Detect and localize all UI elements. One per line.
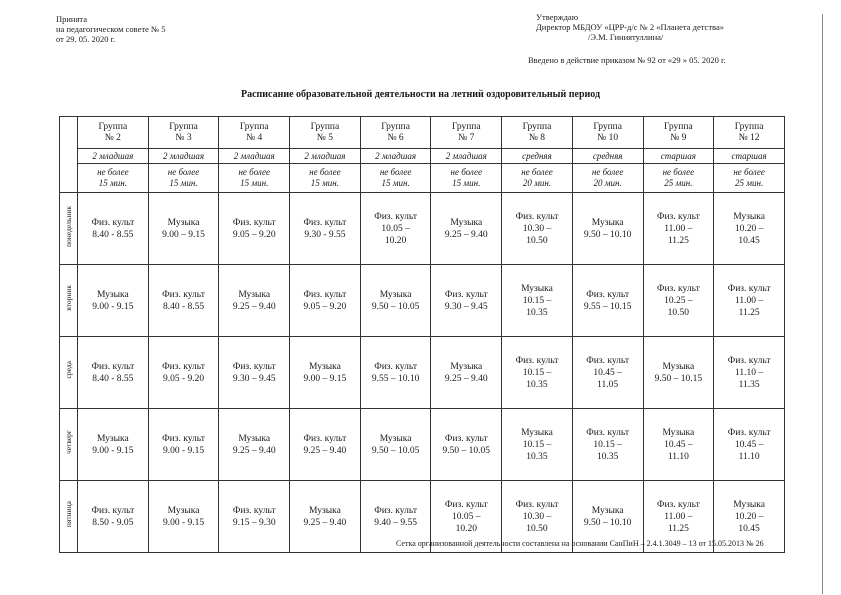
- activity-name: Физ. культ: [303, 289, 347, 300]
- activity-name: Физ. культ: [656, 283, 700, 294]
- activity-time: 10.45: [738, 523, 760, 534]
- activity-name: Физ. культ: [444, 499, 488, 510]
- duration-line: 15 мин.: [452, 178, 481, 188]
- schedule-cell: [290, 481, 361, 553]
- activity-name: Музыка: [379, 289, 412, 300]
- activity-time: 11.05: [597, 379, 619, 390]
- activity-time: 9.50 – 10.10: [583, 517, 632, 528]
- group-number: № 10: [597, 132, 619, 143]
- activity-name: Музыка: [167, 505, 200, 516]
- activity-name: Физ. культ: [374, 361, 417, 372]
- age-text: 2 младшая: [375, 151, 417, 161]
- group-label: Группа: [522, 121, 552, 132]
- activity-name: Физ. культ: [586, 355, 630, 366]
- duration-label: [148, 164, 219, 193]
- schedule-cell: [431, 409, 502, 481]
- age-text: старшая: [660, 151, 696, 161]
- age-text: 2 младшая: [304, 151, 346, 161]
- header-right: [536, 12, 724, 42]
- schedule-cell: [219, 481, 290, 553]
- schedule-cell: [572, 193, 643, 265]
- activity-name: Физ. культ: [162, 289, 205, 300]
- activity-name: Физ. культ: [586, 289, 630, 300]
- activity-time: 9.55 – 10.10: [371, 373, 420, 384]
- schedule-cell: [714, 193, 785, 265]
- group-label: Группа: [98, 121, 128, 132]
- order-line: Введено в действие приказом № 92 от «29 » 05. 2020 г.: [528, 55, 726, 65]
- day-label: четверг: [64, 429, 73, 455]
- day-row: [60, 193, 785, 265]
- activity-time: 11.10 –: [735, 367, 764, 378]
- group-number: № 4: [246, 132, 263, 143]
- activity-time: 10.15 –: [593, 439, 622, 450]
- duration-label: [572, 164, 643, 193]
- schedule-cell: [502, 409, 573, 481]
- activity-name: Музыка: [662, 427, 695, 438]
- schedule-cell: [502, 193, 573, 265]
- schedule-cell: [643, 337, 714, 409]
- day-label-cell: [60, 409, 78, 481]
- activity-time: 9.25 – 9.40: [232, 445, 276, 456]
- activity-time: 9.05 – 9.20: [303, 301, 347, 312]
- duration-line: не более: [521, 167, 553, 177]
- duration-line: 15 мин.: [310, 178, 340, 188]
- group-header: [78, 117, 149, 149]
- activity-name: Физ. культ: [444, 289, 488, 300]
- activity-name: Физ. культ: [162, 361, 205, 372]
- activity-name: Физ. культ: [374, 211, 417, 222]
- activity-time: 11.25: [738, 307, 760, 318]
- activity-time: 8.40 - 8.55: [92, 229, 134, 240]
- schedule-cell: [148, 265, 219, 337]
- approve-label: Утверждаю: [536, 12, 579, 22]
- schedule-cell: [219, 337, 290, 409]
- schedule-cell: [572, 409, 643, 481]
- activity-name: Музыка: [591, 505, 624, 516]
- schedule-cell: [572, 265, 643, 337]
- duration-line: не более: [591, 167, 624, 177]
- group-label: Группа: [734, 121, 764, 132]
- duration-line: 20 мин.: [593, 178, 622, 188]
- activity-name: Музыка: [309, 361, 341, 372]
- schedule-cell: [219, 265, 290, 337]
- duration-line: 15 мин.: [169, 178, 198, 188]
- schedule-cell: [360, 193, 431, 265]
- age-text: 2 младшая: [445, 151, 487, 161]
- schedule-cell: [290, 337, 361, 409]
- activity-name: Физ. культ: [444, 433, 488, 444]
- activity-time: 10.50: [526, 523, 548, 534]
- activity-name: Физ. культ: [162, 433, 205, 444]
- schedule-cell: [148, 193, 219, 265]
- activity-time: 10.20: [384, 235, 407, 246]
- activity-time: 10.45: [738, 235, 760, 246]
- activity-time: 9.05 – 9.20: [232, 229, 276, 240]
- duration-line: не более: [167, 167, 200, 177]
- activity-time: 8.40 - 8.55: [92, 373, 134, 384]
- group-label: Группа: [664, 121, 693, 132]
- activity-name: Физ. культ: [232, 217, 276, 228]
- activity-time: 10.35: [526, 379, 548, 390]
- activity-name: Физ. культ: [374, 505, 417, 516]
- activity-time: 9.00 – 9.15: [303, 373, 347, 384]
- activity-time: 9.30 – 9.45: [232, 373, 276, 384]
- schedule-cell: [360, 265, 431, 337]
- activity-time: 11.10: [738, 451, 760, 462]
- activity-name: Музыка: [167, 217, 200, 228]
- activity-time: 11.00 –: [664, 223, 693, 234]
- schedule-cell: [431, 193, 502, 265]
- duration-line: не более: [662, 167, 695, 177]
- duration-label: [431, 164, 502, 193]
- schedule-cell: [78, 481, 149, 553]
- header-left: [56, 14, 166, 44]
- activity-time: 11.35: [738, 379, 760, 390]
- schedule-cell: [78, 265, 149, 337]
- activity-time: 9.00 - 9.15: [162, 445, 205, 456]
- schedule-cell: [714, 409, 785, 481]
- schedule-cell: [219, 409, 290, 481]
- activity-time: 9.25 – 9.40: [444, 373, 488, 384]
- schedule-cell: [148, 481, 219, 553]
- duration-line: 15 мин.: [98, 178, 127, 188]
- group-number: № 9: [670, 132, 687, 143]
- schedule-cell: [714, 265, 785, 337]
- council-date: от 29. 05. 2020 г.: [56, 34, 116, 44]
- duration-line: не более: [450, 167, 483, 177]
- activity-time: 9.50 – 10.05: [371, 301, 420, 312]
- duration-line: 25 мин.: [734, 178, 764, 188]
- activity-name: Физ. культ: [91, 217, 135, 228]
- footer-note: Сетка организованной деятельности составлена на основании СанПиН – 2.4.1.3049 – 13 от 15.05.2013 № 26: [396, 539, 764, 548]
- activity-name: Музыка: [733, 211, 765, 222]
- age-label: [431, 149, 502, 164]
- activity-name: Музыка: [238, 289, 271, 300]
- activity-name: Физ. культ: [232, 361, 276, 372]
- activity-name: Физ. культ: [515, 355, 559, 366]
- day-label: среда: [64, 361, 73, 379]
- group-label: Группа: [451, 121, 481, 132]
- activity-name: Музыка: [521, 427, 553, 438]
- accepted-label: Принята: [56, 14, 87, 24]
- group-label: Группа: [169, 121, 198, 132]
- schedule-cell: [78, 193, 149, 265]
- group-number: № 8: [528, 132, 546, 143]
- activity-name: Музыка: [591, 217, 624, 228]
- activity-name: Физ. культ: [303, 217, 347, 228]
- activity-name: Музыка: [450, 361, 483, 372]
- group-header: [572, 117, 643, 149]
- duration-line: 15 мин.: [240, 178, 269, 188]
- activity-time: 9.50 – 10.10: [583, 229, 632, 240]
- group-header: [431, 117, 502, 149]
- age-label: [219, 149, 290, 164]
- group-number: № 7: [458, 132, 475, 143]
- activity-time: 10.05 –: [452, 511, 481, 522]
- director-name: /Э.М. Гиниятуллина/: [588, 32, 664, 42]
- schedule-cell: [148, 409, 219, 481]
- schedule-cell: [431, 337, 502, 409]
- activity-time: 10.45 –: [664, 439, 693, 450]
- activity-time: 10.20: [455, 523, 477, 534]
- activity-time: 9.25 – 9.40: [232, 301, 276, 312]
- day-label-cell: [60, 337, 78, 409]
- activity-time: 10.05 –: [381, 223, 410, 234]
- duration-row: [60, 164, 785, 193]
- duration-line: 15 мин.: [381, 178, 410, 188]
- activity-time: 9.30 - 9.55: [304, 229, 346, 240]
- activity-time: 10.50: [667, 307, 690, 318]
- activity-name: Физ. культ: [656, 211, 700, 222]
- day-label-cell: [60, 265, 78, 337]
- duration-line: не более: [309, 167, 341, 177]
- activity-name: Физ. культ: [656, 499, 700, 510]
- activity-name: Музыка: [450, 217, 483, 228]
- age-label: [290, 149, 361, 164]
- schedule-cell: [148, 337, 219, 409]
- duration-label: [78, 164, 149, 193]
- activity-name: Музыка: [521, 283, 553, 294]
- activity-time: 10.15 –: [522, 367, 552, 378]
- activity-time: 10.15 –: [522, 295, 552, 306]
- age-label: [502, 149, 573, 164]
- schedule-cell: [290, 193, 361, 265]
- duration-line: 25 мин.: [664, 178, 693, 188]
- activity-time: 9.50 – 10.05: [371, 445, 420, 456]
- schedule-cell: [643, 409, 714, 481]
- age-text: старшая: [731, 151, 767, 161]
- activity-time: 9.55 – 10.15: [583, 301, 632, 312]
- schedule-cell: [78, 337, 149, 409]
- schedule-cell: [431, 265, 502, 337]
- day-label: пятница: [64, 500, 73, 528]
- activity-time: 9.00 - 9.15: [162, 517, 205, 528]
- activity-time: 10.35: [596, 451, 619, 462]
- schedule-cell: [643, 193, 714, 265]
- age-row: [60, 149, 785, 164]
- age-text: 2 младшая: [233, 151, 275, 161]
- group-header: [148, 117, 219, 149]
- duration-label: [290, 164, 361, 193]
- duration-label: [502, 164, 573, 193]
- activity-time: 11.25: [667, 523, 689, 534]
- group-header: [502, 117, 573, 149]
- activity-time: 10.45 –: [734, 439, 764, 450]
- activity-time: 9.00 – 9.15: [162, 229, 205, 240]
- schedule-cell: [502, 265, 573, 337]
- activity-time: 10.50: [526, 235, 548, 246]
- duration-line: не более: [733, 167, 765, 177]
- duration-line: 20 мин.: [522, 178, 552, 188]
- activity-time: 8.50 - 9.05: [92, 517, 134, 528]
- activity-time: 10.30 –: [522, 223, 552, 234]
- activity-name: Физ. культ: [91, 505, 135, 516]
- activity-time: 11.00 –: [735, 295, 764, 306]
- duration-line: не более: [379, 167, 412, 177]
- schedule-cell: [290, 265, 361, 337]
- group-header-row: [60, 117, 785, 149]
- duration-label: [714, 164, 785, 193]
- day-row: [60, 337, 785, 409]
- schedule-cell: [219, 193, 290, 265]
- activity-time: 9.05 - 9.20: [162, 373, 205, 384]
- activity-time: 9.25 – 9.40: [303, 517, 347, 528]
- activity-time: 11.10: [667, 451, 689, 462]
- schedule-cell: [714, 337, 785, 409]
- day-label-cell: [60, 481, 78, 553]
- activity-time: 10.20 –: [734, 511, 764, 522]
- activity-time: 10.15 –: [522, 439, 552, 450]
- age-text: средняя: [522, 151, 552, 161]
- day-label: вторник: [64, 285, 73, 311]
- right-edge-line: [822, 14, 823, 594]
- activity-time: 9.25 – 9.40: [303, 445, 347, 456]
- activity-time: 9.00 - 9.15: [92, 301, 134, 312]
- group-number: № 3: [175, 132, 192, 143]
- activity-time: 9.25 – 9.40: [444, 229, 488, 240]
- activity-name: Физ. культ: [303, 433, 347, 444]
- activity-name: Музыка: [733, 499, 765, 510]
- activity-name: Физ. культ: [727, 427, 771, 438]
- activity-time: 10.20 –: [734, 223, 764, 234]
- activity-time: 9.50 – 10.05: [442, 445, 491, 456]
- day-row: [60, 409, 785, 481]
- age-text: 2 младшая: [92, 151, 134, 161]
- activity-name: Музыка: [96, 433, 129, 444]
- duration-label: [360, 164, 431, 193]
- group-label: Группа: [310, 121, 340, 132]
- activity-time: 10.35: [526, 451, 548, 462]
- corner-cell: [60, 117, 78, 193]
- council-line: на педагогическом совете № 5: [56, 24, 166, 34]
- activity-name: Физ. культ: [515, 211, 559, 222]
- group-number: № 6: [387, 132, 404, 143]
- age-label: [643, 149, 714, 164]
- activity-time: 11.25: [667, 235, 689, 246]
- schedule-cell: [643, 265, 714, 337]
- day-label-cell: [60, 193, 78, 265]
- age-label: [360, 149, 431, 164]
- activity-time: 9.15 – 9.30: [232, 517, 276, 528]
- activity-name: Музыка: [662, 361, 695, 372]
- activity-time: 11.00 –: [664, 511, 693, 522]
- activity-name: Физ. культ: [586, 427, 630, 438]
- activity-time: 10.35: [526, 307, 548, 318]
- age-label: [714, 149, 785, 164]
- activity-time: 9.30 – 9.45: [444, 301, 488, 312]
- group-number: № 12: [738, 132, 760, 143]
- schedule-cell: [572, 337, 643, 409]
- activity-name: Физ. культ: [232, 505, 276, 516]
- schedule-cell: [290, 409, 361, 481]
- activity-name: Музыка: [238, 433, 271, 444]
- activity-name: Физ. культ: [515, 499, 559, 510]
- day-label: понедельник: [64, 205, 73, 247]
- activity-time: 9.00 - 9.15: [92, 445, 134, 456]
- duration-line: не более: [238, 167, 270, 177]
- group-label: Группа: [381, 121, 410, 132]
- activity-time: 9.50 – 10.15: [654, 373, 703, 384]
- group-label: Группа: [593, 121, 622, 132]
- age-label: [148, 149, 219, 164]
- duration-label: [643, 164, 714, 193]
- duration-line: не более: [97, 167, 129, 177]
- day-row: [60, 265, 785, 337]
- age-text: средняя: [592, 151, 623, 161]
- activity-time: 9.40 – 9.55: [374, 517, 417, 528]
- group-header: [643, 117, 714, 149]
- group-number: № 2: [104, 132, 121, 143]
- schedule-cell: [360, 337, 431, 409]
- activity-name: Физ. культ: [91, 361, 135, 372]
- schedule-cell: [502, 337, 573, 409]
- activity-name: Музыка: [309, 505, 341, 516]
- age-text: 2 младшая: [163, 151, 205, 161]
- director-line: Директор МБДОУ «ЦРР-д/с № 2 «Планета детства»: [536, 22, 724, 32]
- schedule-cell: [360, 409, 431, 481]
- activity-time: 10.25 –: [664, 295, 693, 306]
- activity-name: Музыка: [379, 433, 412, 444]
- activity-name: Музыка: [96, 289, 129, 300]
- schedule-cell: [78, 409, 149, 481]
- page-title: Расписание образовательной деятельности на летний оздоровительный период: [240, 89, 601, 100]
- group-label: Группа: [239, 121, 269, 132]
- activity-time: 10.45 –: [593, 367, 622, 378]
- group-header: [714, 117, 785, 149]
- activity-name: Физ. культ: [727, 355, 771, 366]
- activity-name: Физ. культ: [727, 283, 771, 294]
- age-label: [78, 149, 149, 164]
- duration-label: [219, 164, 290, 193]
- schedule-table: [59, 116, 785, 553]
- group-header: [219, 117, 290, 149]
- group-header: [360, 117, 431, 149]
- group-header: [290, 117, 361, 149]
- group-number: № 5: [316, 132, 333, 143]
- activity-time: 10.30 –: [522, 511, 552, 522]
- age-label: [572, 149, 643, 164]
- activity-time: 8.40 - 8.55: [162, 301, 205, 312]
